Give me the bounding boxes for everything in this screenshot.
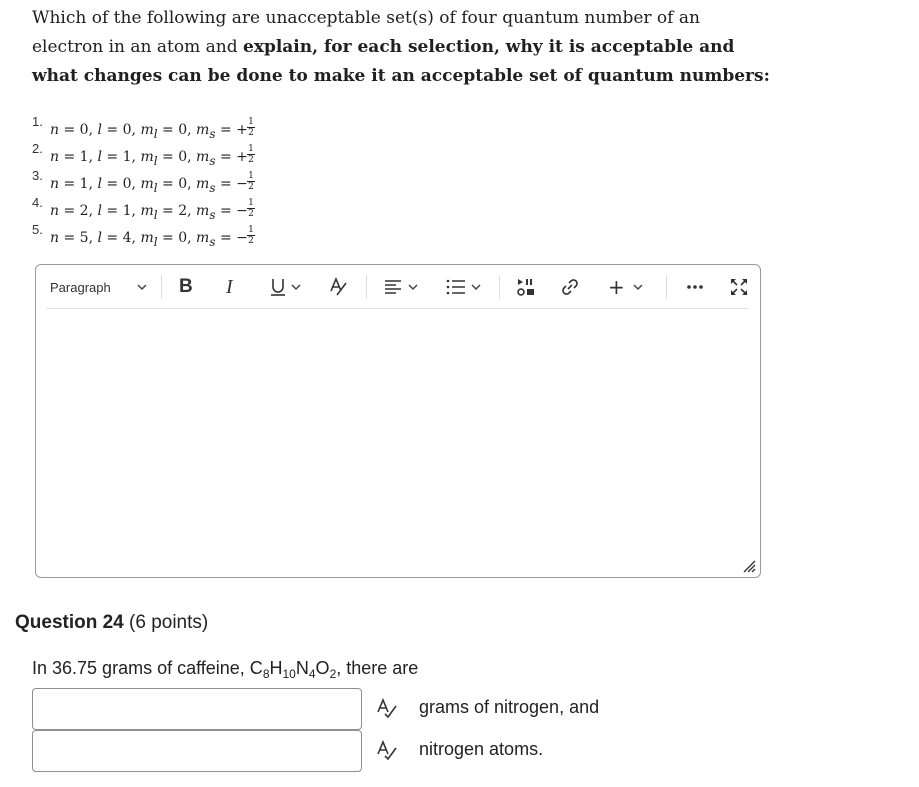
insert-media-button[interactable]	[516, 275, 536, 299]
insert-icon: +	[608, 275, 625, 299]
spellcheck-icon[interactable]	[376, 740, 398, 760]
answer-input-nitrogen-atoms[interactable]	[32, 730, 362, 772]
spellcheck-icon[interactable]	[376, 698, 398, 718]
italic-button[interactable]	[226, 275, 233, 299]
link-icon	[560, 277, 580, 297]
chevron-down-icon	[471, 283, 481, 291]
list-item	[32, 114, 272, 140]
rich-text-editor[interactable]	[35, 264, 761, 578]
quantum-set: n = 5, l = 4, $m_l = 0$, $m_s$ = −	[50, 230, 248, 249]
question-24-text: In 36.75 grams of caffeine, $C_8H_{10}N_4O_2$, there are	[32, 658, 419, 681]
chevron-down-icon	[291, 283, 301, 291]
item-number: 1.	[32, 114, 43, 129]
underline-button[interactable]	[269, 275, 301, 299]
text-color-button[interactable]	[328, 275, 348, 299]
question-label: Question 24	[15, 612, 124, 633]
spin-fraction: 1 2	[248, 225, 254, 246]
item-number: 3.	[32, 168, 43, 183]
paragraph-format-dropdown[interactable]	[50, 275, 147, 299]
list-item	[32, 195, 272, 221]
toolbar-divider	[161, 275, 162, 299]
quantum-set: n = 2, l = 1, $m_l = 2$, $m_s$ = −	[50, 203, 248, 222]
toolbar-divider	[46, 308, 748, 309]
list-dropdown[interactable]	[446, 275, 481, 299]
bold-button[interactable]	[179, 275, 193, 299]
toolbar-divider	[666, 275, 667, 299]
spin-fraction: 1 2	[248, 117, 254, 138]
spin-fraction: 1 2	[248, 198, 254, 219]
more-icon	[686, 284, 704, 290]
answer-label: nitrogen atoms.	[419, 739, 544, 759]
answer-label: grams of nitrogen, and	[419, 697, 600, 717]
list-icon	[446, 279, 466, 295]
question-prompt	[32, 4, 772, 91]
list-item	[32, 222, 272, 248]
item-number: 5.	[32, 222, 43, 237]
list-item	[32, 168, 272, 194]
align-dropdown[interactable]	[384, 275, 418, 299]
insert-dropdown[interactable]	[608, 275, 643, 299]
spin-fraction: 1 2	[248, 171, 254, 192]
quantum-set: n = 1, l = 1, $m_l = 0$, $m_s$ = +	[50, 149, 248, 168]
align-icon	[384, 279, 402, 295]
media-icon	[516, 277, 536, 297]
bold-icon: B	[179, 276, 193, 297]
item-number: 2.	[32, 141, 43, 156]
toolbar-divider	[366, 275, 367, 299]
prompt-bold-text: explain, for each selection, why it is acceptable and what changes can be done to make it an acceptable set of quantum numbers:	[32, 37, 770, 86]
list-item	[32, 141, 272, 167]
spin-fraction: 1 2	[248, 144, 254, 165]
editor-toolbar	[36, 265, 760, 309]
prompt-text: Which of the following are unacceptable set(s) of four quantum number of an electron in an atom and	[32, 8, 700, 57]
resize-handle-icon[interactable]	[742, 559, 756, 573]
answer-input-nitrogen-grams[interactable]	[32, 688, 362, 730]
more-actions-button[interactable]	[686, 275, 704, 299]
question-24-header	[15, 612, 208, 634]
quantum-set: n = 0, l = 0, $m_l = 0$, $m_s$ = +	[50, 122, 248, 141]
insert-link-button[interactable]	[560, 275, 580, 299]
underline-icon	[269, 277, 287, 297]
toolbar-divider	[499, 275, 500, 299]
editor-body[interactable]	[48, 317, 748, 553]
chevron-down-icon	[408, 283, 418, 291]
italic-icon: I	[226, 275, 233, 298]
fullscreen-button[interactable]	[730, 275, 748, 299]
fullscreen-icon	[730, 278, 748, 296]
chevron-down-icon	[633, 283, 643, 291]
item-number: 4.	[32, 195, 43, 210]
quantum-set: n = 1, l = 0, $m_l = 0$, $m_s$ = −	[50, 176, 248, 195]
paragraph-label: Paragraph	[50, 279, 111, 295]
chevron-down-icon	[137, 283, 147, 291]
text-color-icon	[328, 277, 348, 297]
question-points: (6 points)	[129, 612, 209, 633]
